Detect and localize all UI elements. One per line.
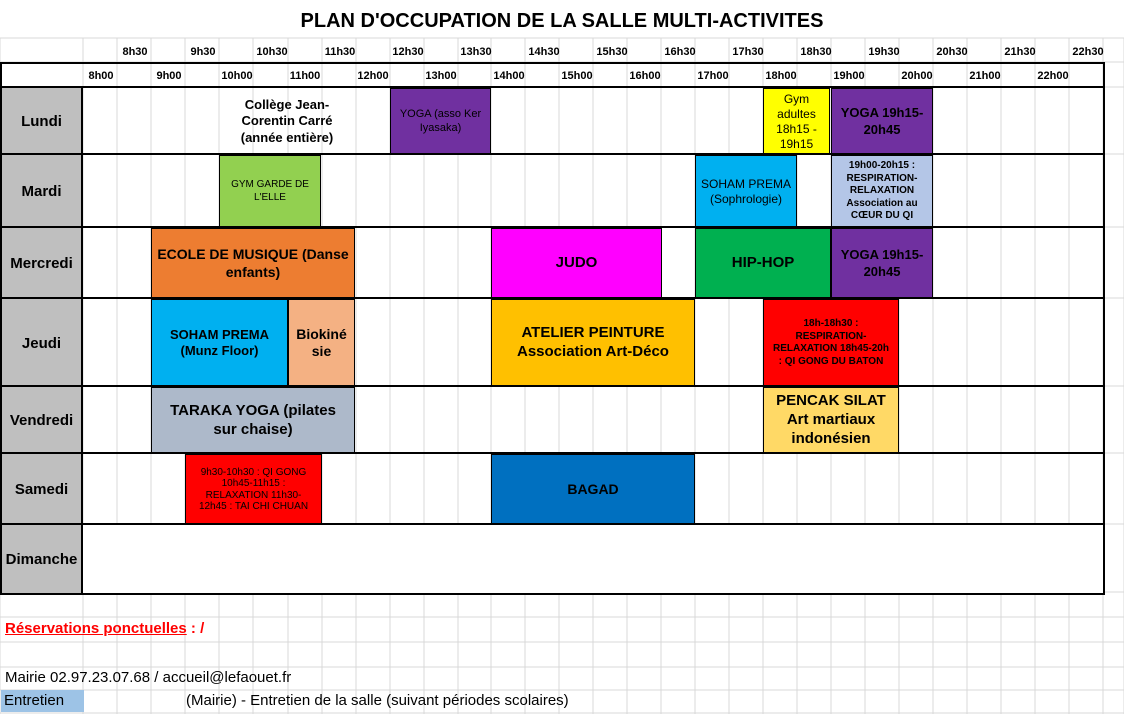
time-label-hour: 15h00: [561, 70, 593, 82]
time-label-half: 17h30: [732, 46, 764, 58]
time-label-half: 12h30: [392, 46, 424, 58]
schedule-frame: [0, 86, 1105, 595]
time-label-half: 15h30: [596, 46, 628, 58]
time-label-half: 13h30: [460, 46, 492, 58]
time-label-hour: 13h00: [425, 70, 457, 82]
time-label-hour: 12h00: [357, 70, 389, 82]
event-mercredi-hiphop: HIP-HOP: [695, 228, 831, 299]
time-label-half: 19h30: [868, 46, 900, 58]
entretien-value: (Mairie) - Entretien de la salle (suivant périodes scolaires): [186, 692, 569, 709]
event-mardi-respiration: 19h00-20h15 : RESPIRATION-RELAXATION Association au CŒUR DU QI: [831, 155, 933, 228]
event-samedi-bagad: BAGAD: [491, 454, 695, 525]
day-label-vendredi: Vendredi: [1, 387, 82, 454]
reservations-label: Réservations ponctuelles: [5, 620, 187, 637]
time-label-hour: 16h00: [629, 70, 661, 82]
day-label-dimanche: Dimanche: [1, 525, 82, 593]
event-vendredi-pencak-subtitle: Art martiaux indonésien: [786, 411, 876, 447]
day-label-mercredi: Mercredi: [1, 228, 82, 299]
time-label-hour: 20h00: [901, 70, 933, 82]
row-divider: [0, 385, 1105, 387]
time-label-hour: 14h00: [493, 70, 525, 82]
event-vendredi-pencak-title: PENCAK SILAT: [776, 392, 886, 410]
time-label-half: 16h30: [664, 46, 696, 58]
time-label-half: 9h30: [190, 46, 216, 58]
row-divider: [0, 226, 1105, 228]
event-vendredi-taraka: TARAKA YOGA (pilates sur chaise): [151, 387, 355, 454]
entretien-label: Entretien: [1, 690, 84, 712]
row-divider: [0, 452, 1105, 454]
row-divider: [0, 297, 1105, 299]
day-column-divider: [81, 88, 83, 593]
time-label-hour: 8h00: [88, 70, 114, 82]
time-label-half: 18h30: [800, 46, 832, 58]
time-label-hour: 21h00: [969, 70, 1001, 82]
time-label-half: 20h30: [936, 46, 968, 58]
event-jeudi-soham: SOHAM PREMA (Munz Floor): [151, 299, 288, 387]
time-label-hour: 18h00: [765, 70, 797, 82]
event-mardi-gym-garde: GYM GARDE DE L'ELLE: [219, 155, 321, 228]
mairie-contact: Mairie 02.97.23.07.68 / accueil@lefaouet.fr: [5, 669, 292, 686]
event-lundi-yoga-evening: YOGA 19h15-20h45: [831, 88, 933, 155]
time-label-hour: 19h00: [833, 70, 865, 82]
reservations-line: [5, 620, 204, 637]
reservations-value: : /: [186, 620, 205, 637]
event-lundi-college: Collège Jean-Corentin Carré (année entière): [240, 97, 334, 145]
event-jeudi-peinture-title: ATELIER PEINTURE: [521, 324, 665, 342]
time-label-hour: 9h00: [156, 70, 182, 82]
hour-header-frame: [0, 62, 1105, 88]
dimanche-empty-row: [83, 525, 1103, 593]
time-label-hour: 11h00: [289, 70, 321, 82]
time-label-half: 8h30: [122, 46, 148, 58]
event-mercredi-judo: JUDO: [491, 228, 662, 299]
event-jeudi-biokine: Biokiné sie: [288, 299, 355, 387]
event-jeudi-peinture-assoc: Association Art-Déco: [517, 343, 669, 360]
time-label-half: 14h30: [528, 46, 560, 58]
time-label-half: 11h30: [324, 46, 356, 58]
day-label-jeudi: Jeudi: [1, 299, 82, 387]
event-jeudi-respiration: 18h-18h30 : RESPIRATION-RELAXATION 18h45-20h : QI GONG DU BATON: [763, 299, 899, 387]
time-label-hour: 17h00: [697, 70, 729, 82]
day-label-samedi: Samedi: [1, 454, 82, 525]
time-label-hour: 22h00: [1037, 70, 1069, 82]
day-label-lundi: Lundi: [1, 88, 82, 155]
time-label-half: 10h30: [256, 46, 288, 58]
event-mardi-soham: SOHAM PREMA (Sophrologie): [695, 155, 797, 228]
time-label-half: 22h30: [1072, 46, 1104, 58]
page-title: PLAN D'OCCUPATION DE LA SALLE MULTI-ACTIVITES: [300, 10, 824, 32]
day-label-mardi: Mardi: [1, 155, 82, 228]
time-label-hour: 10h00: [221, 70, 253, 82]
row-divider: [0, 153, 1105, 155]
event-lundi-yoga-ker: YOGA (asso Ker Iyasaka): [390, 88, 491, 155]
event-samedi-qigong: 9h30-10h30 : QI GONG 10h45-11h15 : RELAXATION 11h30-12h45 : TAI CHI CHUAN: [185, 454, 322, 525]
event-lundi-gym-adultes: Gym adultes 18h15 - 19h15: [763, 88, 830, 155]
event-mercredi-musique: ECOLE DE MUSIQUE (Danse enfants): [151, 228, 355, 299]
time-label-half: 21h30: [1004, 46, 1036, 58]
event-mercredi-yoga: YOGA 19h15-20h45: [831, 228, 933, 299]
